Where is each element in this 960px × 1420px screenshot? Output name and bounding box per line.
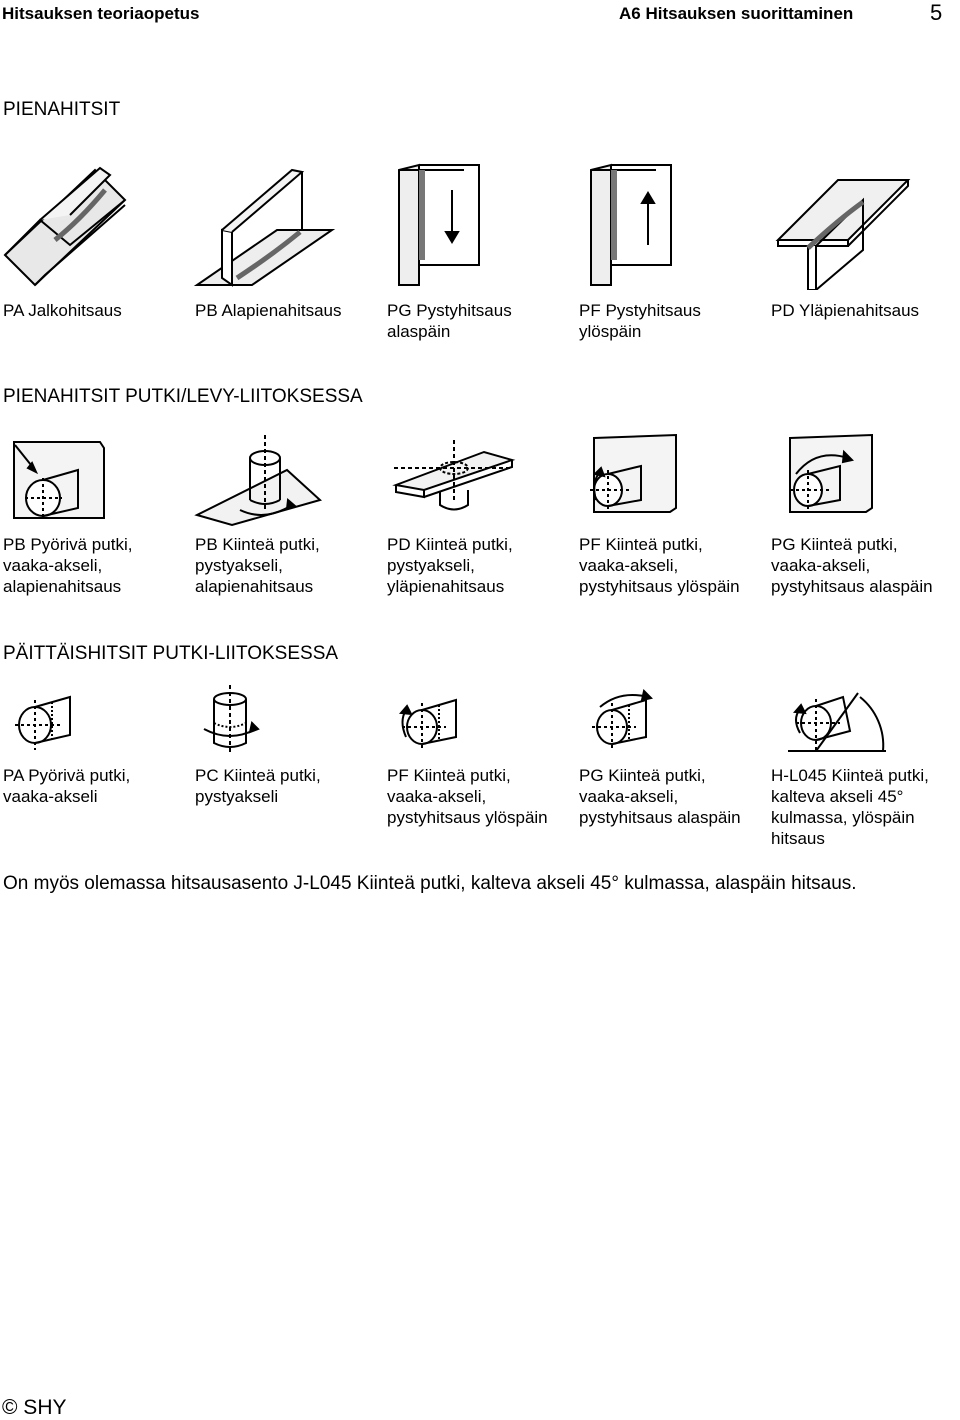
figure-caption: PG Kiinteä putki, vaaka-akseli, pystyhitsaus alaspäin xyxy=(771,535,933,596)
figure-caption: PD Yläpienahitsaus xyxy=(771,301,920,320)
pf-vertical-up-icon xyxy=(576,160,768,290)
pb-horizontal-fillet-icon xyxy=(192,160,384,290)
figure-caption: PB Pyörivä putki, vaaka-akseli, alapienahitsaus xyxy=(3,535,133,596)
figure-caption: PG Pystyhitsaus alaspäin xyxy=(387,301,512,341)
figure-caption: PD Kiinteä putki, pystyakseli, yläpienahitsaus xyxy=(387,535,513,596)
pd-overhead-fillet-icon xyxy=(768,160,960,290)
figure-caption: PB Kiinteä putki, pystyakseli, alapienahitsaus xyxy=(195,535,320,596)
pipe-butt-down-icon xyxy=(576,685,768,755)
pipe-wall-down-icon xyxy=(768,430,960,530)
vertical-pipe-on-plate-icon xyxy=(192,430,384,530)
section-heading-butt-welds: PÄITTÄISHITSIT PUTKI-LIITOKSESSA xyxy=(3,643,339,664)
rotating-pipe-plate-icon xyxy=(0,430,192,530)
header-chapter-title: A6 Hitsauksen suorittaminen xyxy=(619,4,854,23)
figure-caption: PA Jalkohitsaus xyxy=(3,301,122,320)
figure-caption: PG Kiinteä putki, vaaka-akseli, pystyhitsaus alaspäin xyxy=(579,766,741,827)
figure-caption: H-L045 Kiinteä putki, kalteva akseli 45° kulmassa, ylöspäin hitsaus xyxy=(771,766,929,848)
pg-vertical-down-icon xyxy=(384,160,576,290)
figure-caption: PA Pyörivä putki, vaaka-akseli xyxy=(3,766,131,806)
header-document-title: Hitsauksen teoriaopetus xyxy=(2,4,200,23)
copyright-footer: © SHY xyxy=(2,1396,67,1419)
pipe-butt-up-icon xyxy=(384,685,576,755)
pipe-wall-up-icon xyxy=(576,430,768,530)
figure-caption: PF Kiinteä putki, vaaka-akseli, pystyhitsaus ylöspäin xyxy=(579,535,740,596)
section-heading-fillet-welds: PIENAHITSIT xyxy=(3,99,121,120)
position-note: On myös olemassa hitsausasento J-L045 Kiinteä putki, kalteva akseli 45° kulmassa, alaspäin hitsaus. xyxy=(3,873,857,894)
rotating-pipe-butt-icon xyxy=(0,685,192,755)
section-heading-pipe-plate-fillet: PIENAHITSIT PUTKI/LEVY-LIITOKSESSA xyxy=(3,386,363,407)
vertical-pipe-butt-icon xyxy=(192,685,384,755)
page-number: 5 xyxy=(930,0,943,25)
figure-caption: PC Kiinteä putki, pystyakseli xyxy=(195,766,321,806)
figure-caption: PF Kiinteä putki, vaaka-akseli, pystyhitsaus ylöspäin xyxy=(387,766,548,827)
pipe-under-plate-icon xyxy=(384,430,576,530)
figure-caption: PB Alapienahitsaus xyxy=(195,301,342,320)
pa-fillet-weld-icon xyxy=(0,160,192,290)
inclined-pipe-45-icon xyxy=(768,685,960,755)
figure-caption: PF Pystyhitsaus ylöspäin xyxy=(579,301,701,341)
